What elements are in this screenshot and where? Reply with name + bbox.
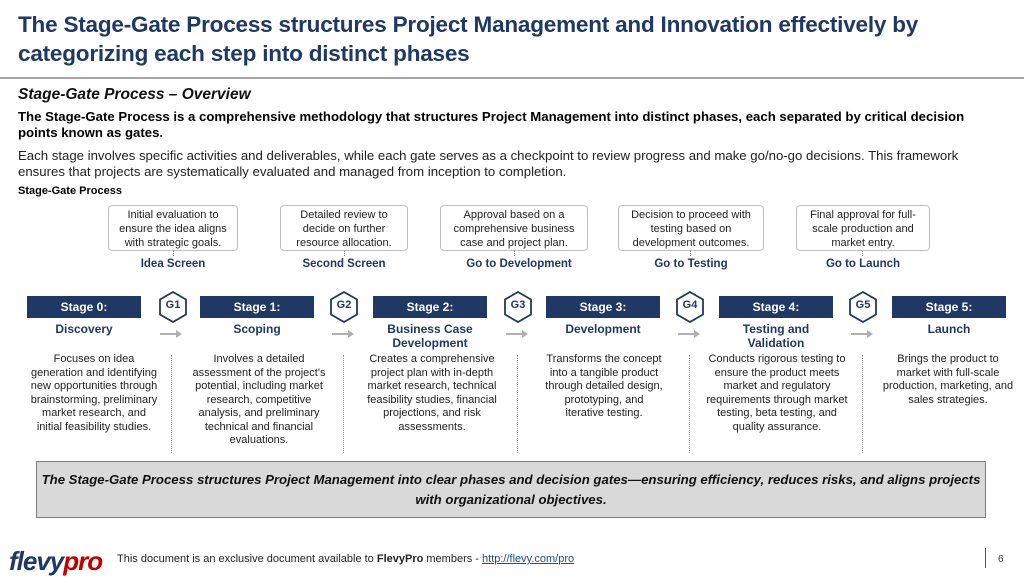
stage-4-description: Conducts rigorous testing to ensure the product meets market and regulatory requirements through market testing, beta testing, and quality assurance. [706, 353, 848, 433]
column-separator [862, 355, 863, 453]
arrow-right-icon [851, 330, 873, 338]
footer-brand: FlevyPro [376, 553, 424, 565]
gate-1-description: Initial evaluation to ensure the idea aligns with strategic goals. [108, 205, 238, 251]
gate-5-connector [862, 251, 863, 256]
title-divider [0, 77, 1024, 79]
stage-5-bar: Stage 5: [892, 296, 1006, 318]
arrow-right-icon [506, 330, 528, 338]
title-bar [0, 0, 1024, 76]
gate-2-description: Detailed review to decide on further resource allocation. [280, 205, 408, 251]
lead-paragraph: The Stage-Gate Process is a comprehensive methodology that structures Project Management into distinct phases, each separated by critical decision points known as gates. [18, 109, 965, 140]
stage-1-description: Involves a detailed assessment of the project's potential, including market research, competitive analysis, and preliminary technical and financial evaluations. [192, 353, 326, 446]
column-separator [689, 355, 690, 453]
stage-1-bar: Stage 1: [200, 296, 314, 318]
stage-2-description: Creates a comprehensive project plan with in-depth market research, technical feasibility studies, financial projections, and risk assessments. [367, 353, 497, 433]
column-separator [517, 355, 518, 453]
stage-3-name: Development [565, 322, 641, 336]
gate-3-description: Approval based on a comprehensive business case and project plan. [440, 205, 588, 251]
gate-4-code: G4 [682, 299, 698, 311]
summary-callout: The Stage-Gate Process structures Project Management into clear phases and decision gates—ensuring efficiency, reduces risks, and aligns projects with organizational objectives. [36, 461, 986, 518]
stage-1-name: Scoping [233, 322, 281, 336]
gate-2-name: Second Screen [302, 258, 386, 270]
stage-0-bar: Stage 0: [27, 296, 141, 318]
page-number: 6 [998, 554, 1004, 565]
page-title: The Stage-Gate Process structures Project Management and Innovation effectively by categorizing each step into distinct phases [18, 12, 919, 66]
page-number-divider [985, 548, 986, 568]
stage-0-description: Focuses on idea generation and identifying new opportunities through brainstorming, preliminary market research, and initial feasibility studies. [30, 353, 158, 433]
stage-3-description: Transforms the concept into a tangible product through detailed design, prototyping, and iterative testing. [545, 353, 663, 419]
logo-part-pro: pro [63, 546, 103, 576]
footer-notice [117, 553, 574, 565]
stage-3-bar: Stage 3: [546, 296, 660, 318]
flevy-pro-link[interactable]: http://flevy.com/pro [482, 553, 575, 565]
gate-3-name: Go to Development [466, 258, 572, 270]
flevypro-logo [9, 546, 102, 577]
column-separator [171, 355, 172, 453]
gate-1-connector [173, 251, 174, 256]
gate-5-name: Go to Launch [825, 258, 901, 270]
footer-text-before: This document is an exclusive document available to [117, 553, 377, 565]
gate-1-name: Idea Screen [140, 258, 206, 270]
stage-2-name: Business Case Development [387, 322, 473, 350]
gate-4-connector [690, 251, 691, 256]
gate-1-code: G1 [165, 299, 181, 311]
arrow-right-icon [332, 330, 354, 338]
arrow-right-icon [160, 330, 182, 338]
gate-4-name: Go to Testing [654, 258, 728, 270]
section-subtitle: Stage-Gate Process – Overview [18, 86, 251, 103]
gate-2-connector [344, 251, 345, 256]
gate-4-description: Decision to proceed with testing based on development outcomes. [618, 205, 764, 251]
gate-2-code: G2 [336, 299, 352, 311]
footer [0, 540, 1024, 577]
footer-text-after: members - [423, 553, 483, 565]
stage-0-name: Discovery [55, 322, 113, 336]
gate-5-code: G5 [855, 299, 871, 311]
gate-5-description: Final approval for full-scale production and market entry. [796, 205, 930, 251]
gate-3-code: G3 [510, 299, 526, 311]
body-paragraph: Each stage involves specific activities and deliverables, while each gate serves as a checkpoint to review progress and make go/no-go decisions. This framework ensures that projects are systematically evaluated and managed from inception to completion. [18, 148, 959, 179]
stage-4-name: Testing and Validation [742, 322, 810, 350]
stage-4-bar: Stage 4: [719, 296, 833, 318]
stage-5-description: Brings the product to market with full-scale production, marketing, and sales strategies. [882, 353, 1014, 406]
diagram-label: Stage-Gate Process [18, 185, 122, 197]
stage-5-name: Launch [927, 322, 971, 336]
column-separator [343, 355, 344, 453]
arrow-right-icon [678, 330, 700, 338]
logo-part-flevy: flevy [9, 546, 64, 576]
stage-2-bar: Stage 2: [373, 296, 487, 318]
gate-3-connector [514, 251, 515, 256]
